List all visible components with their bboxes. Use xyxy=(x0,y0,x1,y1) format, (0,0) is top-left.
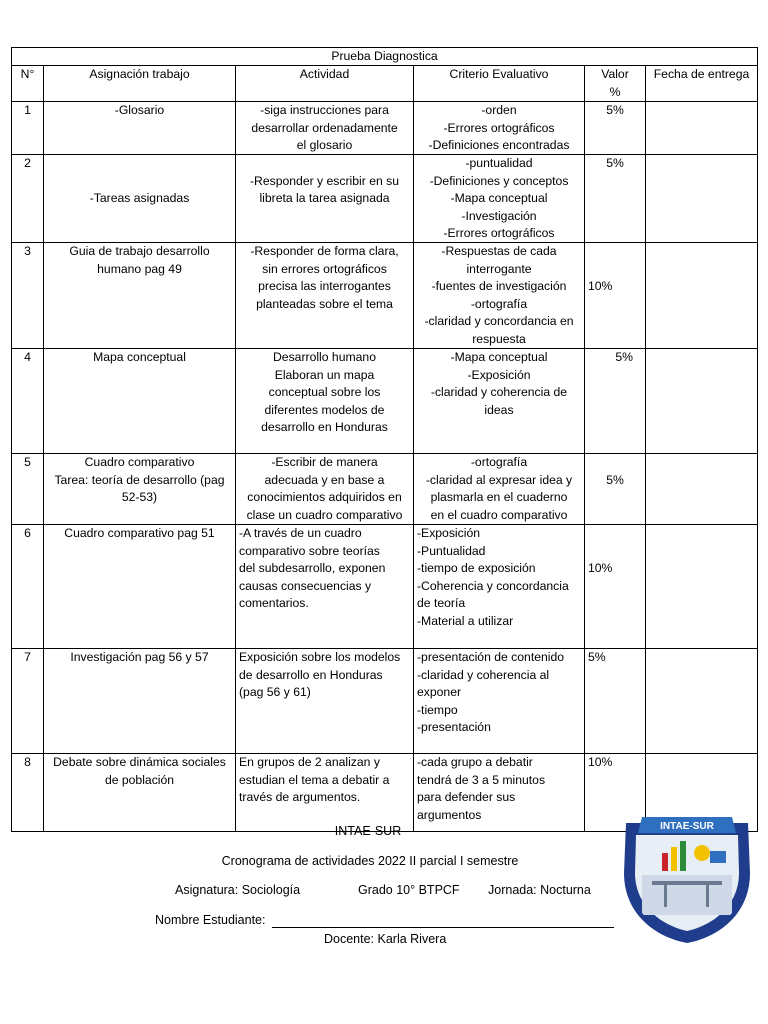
row-valor: 5% xyxy=(585,155,646,243)
table-row xyxy=(12,525,758,649)
seal-text: INTAE-SUR xyxy=(660,821,714,832)
row-criterio: -Mapa conceptual -Exposición -claridad y coherencia de ideas xyxy=(414,349,585,454)
row-fecha xyxy=(646,525,758,649)
row-number: 6 xyxy=(12,525,44,649)
row-criterio: -Exposición -Puntualidad -tiempo de exposición -Coherencia y concordancia de teoría -Material a utilizar xyxy=(414,525,585,649)
row-actividad: -Escribir de manera adecuada y en base a conocimientos adquiridos en clase un cuadro comparativo xyxy=(236,454,414,525)
row-fecha xyxy=(646,649,758,754)
row-criterio: -orden -Errores ortográficos -Definiciones encontradas xyxy=(414,102,585,155)
header-fecha: Fecha de entrega xyxy=(646,66,758,102)
student-name-line xyxy=(272,927,614,928)
header-number: N° xyxy=(12,66,44,102)
row-asignacion: Cuadro comparativo Tarea: teoría de desarrollo (pag 52-53) xyxy=(44,454,236,525)
row-fecha xyxy=(646,102,758,155)
row-asignacion: Cuadro comparativo pag 51 xyxy=(44,525,236,649)
table-row xyxy=(12,649,758,754)
shift-label: Jornada: Nocturna xyxy=(488,883,591,897)
row-asignacion: Investigación pag 56 y 57 xyxy=(44,649,236,754)
row-asignacion: Mapa conceptual xyxy=(44,349,236,454)
table-row xyxy=(12,454,758,525)
row-criterio: -puntualidad -Definiciones y conceptos -Mapa conceptual -Investigación -Errores ortográficos xyxy=(414,155,585,243)
row-number: 5 xyxy=(12,454,44,525)
header-asignacion: Asignación trabajo xyxy=(44,66,236,102)
row-valor: 5% xyxy=(585,649,646,754)
row-criterio: -cada grupo a debatir tendrá de 3 a 5 minutos para defender sus argumentos xyxy=(414,754,585,832)
activities-table xyxy=(11,47,758,832)
row-valor: 5% xyxy=(585,102,646,155)
row-criterio: -ortografía -claridad al expresar idea y plasmarla en el cuaderno en el cuadro comparativo xyxy=(414,454,585,525)
row-fecha xyxy=(646,454,758,525)
row-actividad: Exposición sobre los modelos de desarrollo en Honduras (pag 56 y 61) xyxy=(236,649,414,754)
row-actividad: En grupos de 2 analizan y estudian el tema a debatir a través de argumentos. xyxy=(236,754,414,832)
row-actividad: Desarrollo humano Elaboran un mapa conceptual sobre los diferentes modelos de desarrollo en Honduras xyxy=(236,349,414,454)
row-actividad: -A través de un cuadro comparativo sobre teorías del subdesarrollo, exponen causas consecuencias y comentarios. xyxy=(236,525,414,649)
table-row xyxy=(12,102,758,155)
header-criterio: Criterio Evaluativo xyxy=(414,66,585,102)
table-row xyxy=(12,349,758,454)
row-valor: 5% xyxy=(585,454,646,525)
table-row xyxy=(12,155,758,243)
teacher-label: Docente: Karla Rivera xyxy=(324,932,447,946)
row-valor: 5% xyxy=(585,349,646,454)
row-fecha xyxy=(646,349,758,454)
student-name-label: Nombre Estudiante: xyxy=(155,913,266,927)
row-actividad: -Responder y escribir en su libreta la tarea asignada xyxy=(236,155,414,243)
row-number: 8 xyxy=(12,754,44,832)
row-criterio: -Respuestas de cada interrogante -fuentes de investigación -ortografía -claridad y concordancia en respuesta xyxy=(414,243,585,349)
row-number: 2 xyxy=(12,155,44,243)
row-actividad: -siga instrucciones para desarrollar ordenadamente el glosario xyxy=(236,102,414,155)
row-fecha xyxy=(646,155,758,243)
document-subtitle: Cronograma de actividades 2022 II parcial I semestre xyxy=(221,854,519,868)
row-number: 3 xyxy=(12,243,44,349)
school-name: INTAE-SUR xyxy=(334,824,402,838)
grade-label: Grado 10° BTPCF xyxy=(358,883,460,897)
row-criterio: -presentación de contenido -claridad y coherencia al exponer -tiempo -presentación xyxy=(414,649,585,754)
row-actividad: -Responder de forma clara, sin errores ortográficos precisa las interrogantes planteadas sobre el tema xyxy=(236,243,414,349)
table-caption-row xyxy=(12,48,758,66)
school-seal-logo xyxy=(622,813,752,943)
row-number: 7 xyxy=(12,649,44,754)
table-caption: Prueba Diagnostica xyxy=(12,48,758,66)
row-asignacion: Debate sobre dinámica sociales de población xyxy=(44,754,236,832)
row-asignacion: -Tareas asignadas xyxy=(44,155,236,243)
row-valor: 10% xyxy=(585,525,646,649)
table-header-row xyxy=(12,66,758,102)
row-valor: 10% xyxy=(585,243,646,349)
row-number: 4 xyxy=(12,349,44,454)
row-number: 1 xyxy=(12,102,44,155)
header-actividad: Actividad xyxy=(236,66,414,102)
row-asignacion: Guia de trabajo desarrollo humano pag 49 xyxy=(44,243,236,349)
header-valor: Valor % xyxy=(585,66,646,102)
subject-label: Asignatura: Sociología xyxy=(175,883,301,897)
row-asignacion: -Glosario xyxy=(44,102,236,155)
row-valor: 10% xyxy=(585,754,646,832)
row-fecha xyxy=(646,243,758,349)
table-row xyxy=(12,243,758,349)
